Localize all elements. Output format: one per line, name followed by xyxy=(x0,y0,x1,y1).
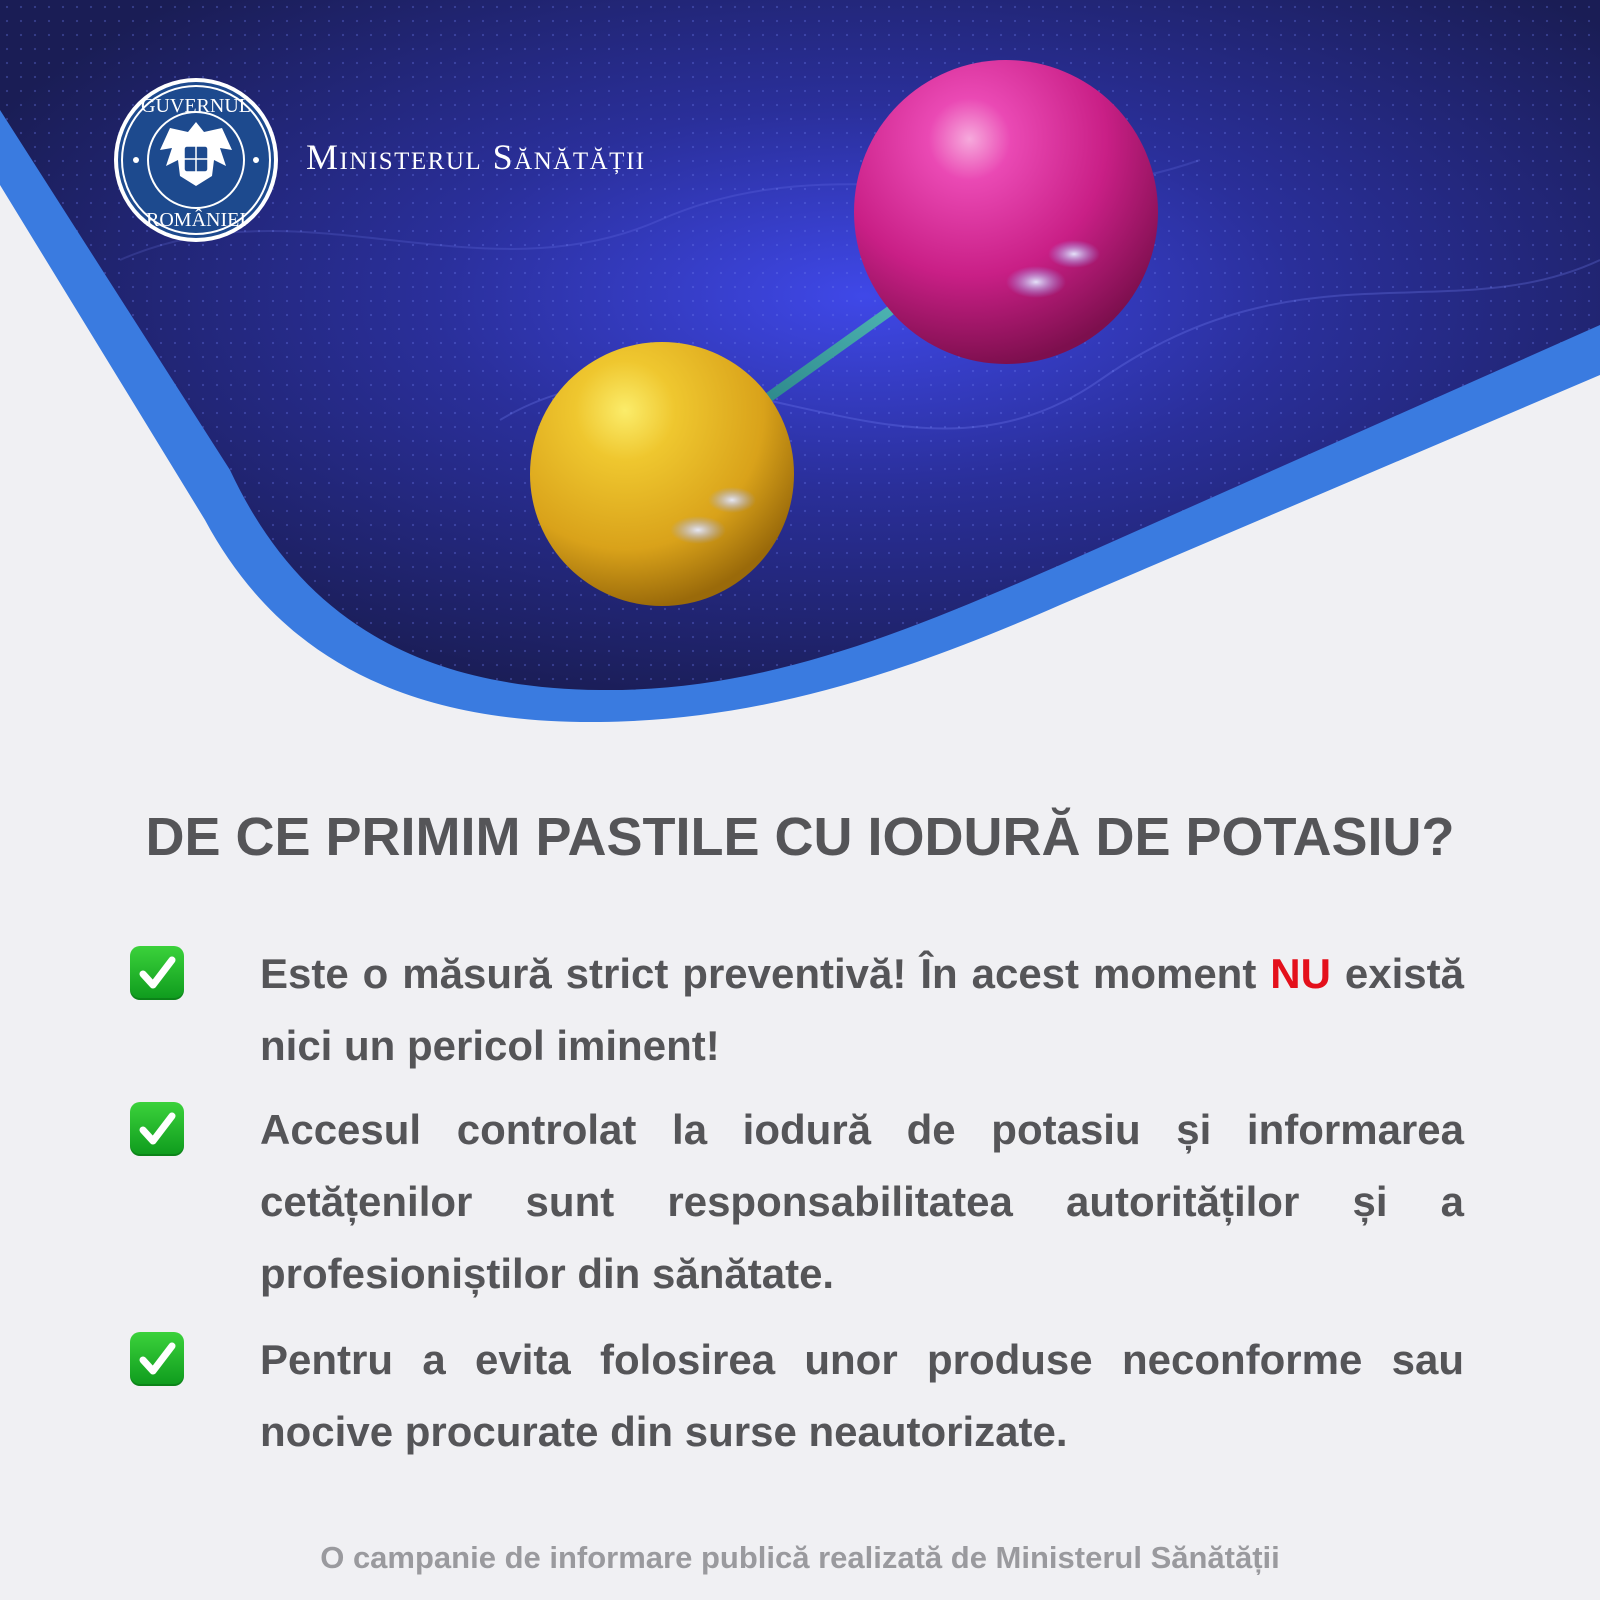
yellow-sphere xyxy=(530,342,794,606)
list-item-text: Accesul controlat la iodură de potasiu și informarea cetățenilor sunt responsabilitatea autorităților și a profesioniștilor din sănătate. xyxy=(260,1106,1464,1297)
page-title: DE CE PRIMIM PASTILE CU IODURĂ DE POTASIU? xyxy=(145,807,1455,867)
campaign-footer: O campanie de informare publică realizată de Ministerul Sănătății xyxy=(320,1540,1280,1575)
highlight-nu: NU xyxy=(1270,950,1331,997)
seal-text-bottom: ROMÂNIEI xyxy=(146,209,246,231)
magenta-sphere xyxy=(854,60,1158,364)
check-mark-button-icon xyxy=(130,1102,184,1156)
government-seal-logo xyxy=(114,78,278,242)
list-item-text-part: Este o măsură strict preventivă! În acest moment xyxy=(260,950,1271,997)
list-item-text: Pentru a evita folosirea unor produse neconforme sau nocive procurate din surse neautorizate. xyxy=(260,1336,1464,1455)
seal-text-top: GUVERNUL xyxy=(141,95,251,117)
list-item-text xyxy=(260,938,1464,1082)
list-item-text-part: există nici un pericol iminent! xyxy=(260,950,1464,1069)
check-mark-button-icon xyxy=(130,1332,184,1386)
check-mark-button-icon xyxy=(130,946,184,1000)
ministry-name: Ministerul Sănătății xyxy=(306,137,646,177)
hero-banner xyxy=(0,0,1600,740)
